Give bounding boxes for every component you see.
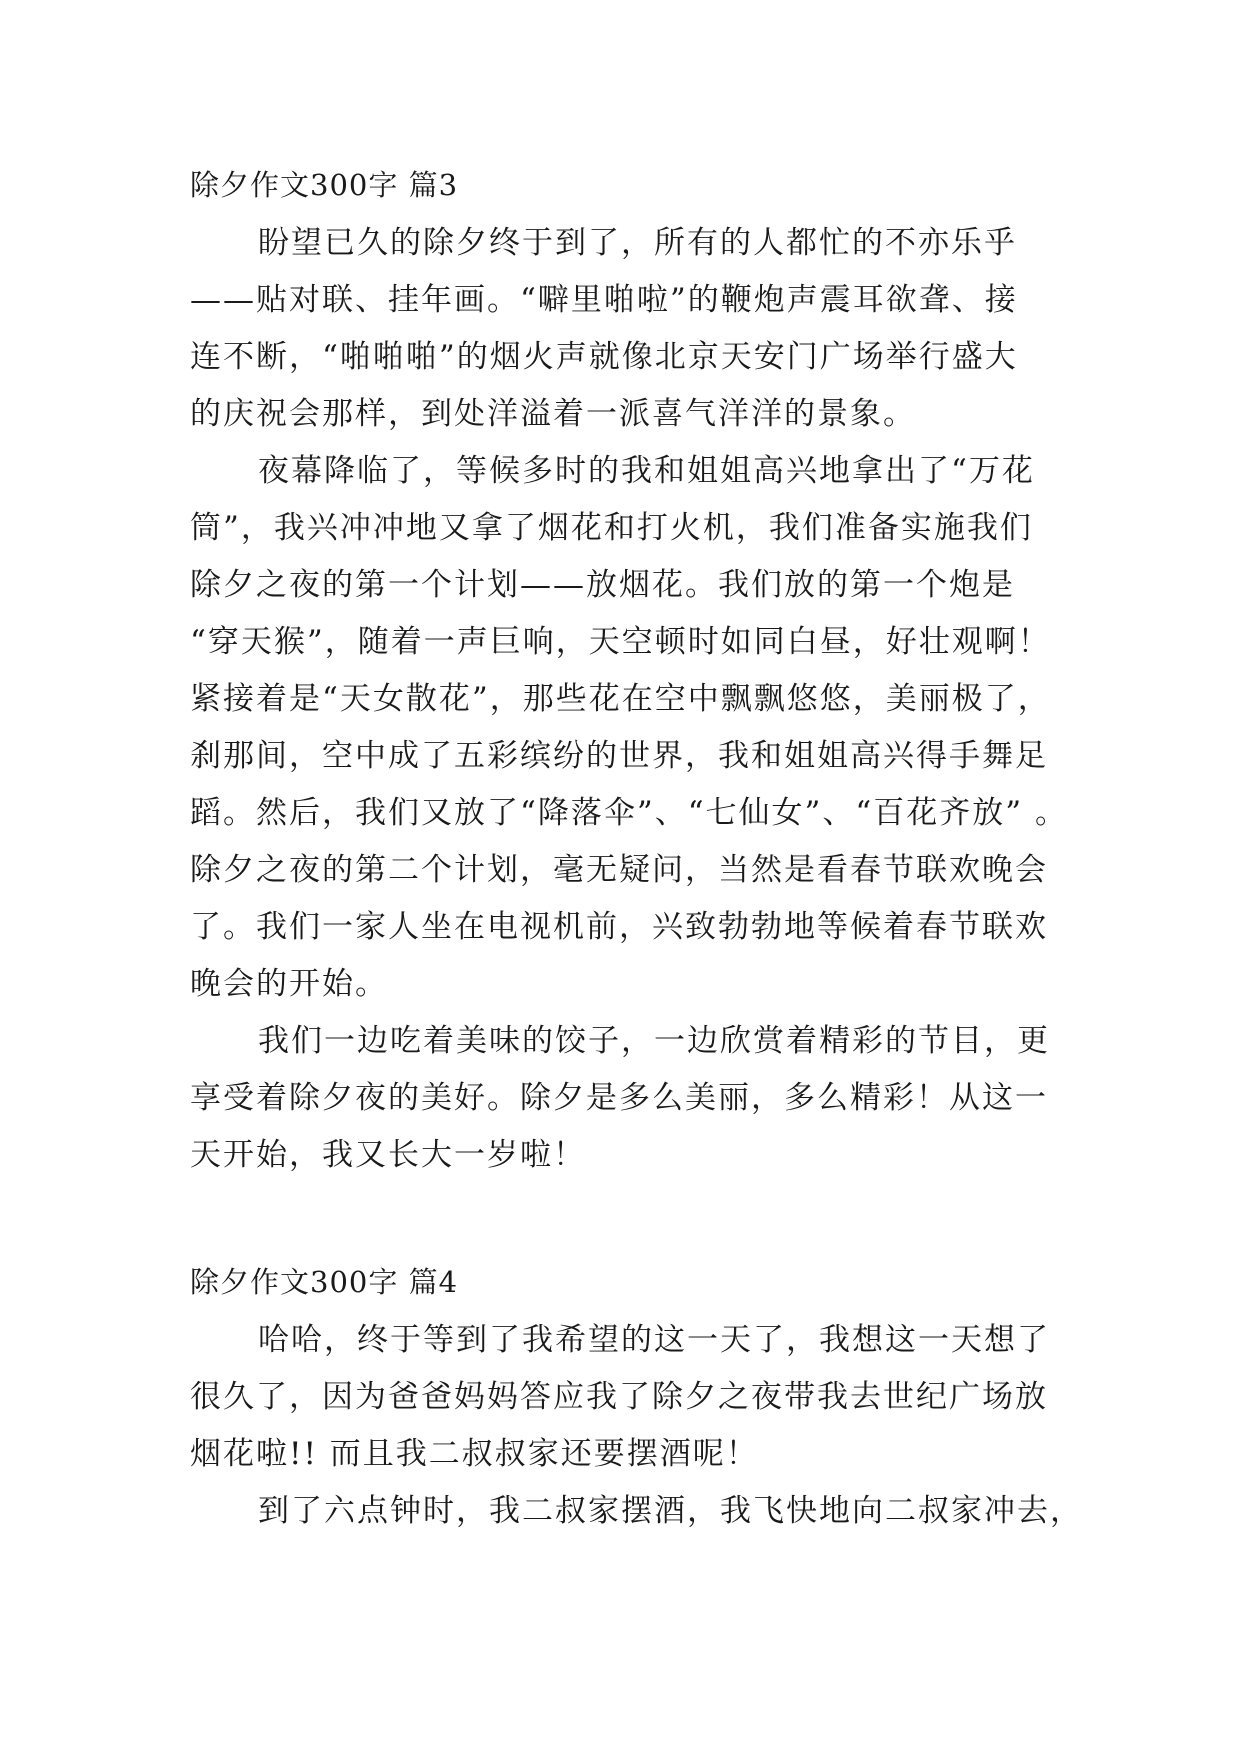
paragraph-line: 我们一边吃着美味的饺子，一边欣赏着精彩的节目，更 [258, 1023, 1050, 1059]
section-3-title: 除夕作文300字 篇3 [190, 168, 459, 202]
paragraph-line: 了。我们一家人坐在电视机前，兴致勃勃地等候着春节联欢 [190, 909, 1048, 945]
paragraph-line: 筒”，我兴冲冲地又拿了烟花和打火机，我们准备实施我们 [190, 510, 1033, 546]
paragraph-line: 蹈。然后，我们又放了“降落伞”、“七仙女”、“百花齐放” 。 [190, 795, 1068, 831]
paragraph-line: 晚会的开始。 [190, 966, 388, 1002]
paragraph-line: “穿天猴”，随着一声巨响，天空顿时如同白昼，好壮观啊！ [190, 624, 1051, 660]
paragraph-line: 盼望已久的除夕终于到了，所有的人都忙的不亦乐乎 [258, 225, 1017, 261]
paragraph-line: 紧接着是“天女散花”，那些花在空中飘飘悠悠，美丽极了， [190, 681, 1051, 717]
paragraph-line: 烟花啦!! 而且我二叔叔家还要摆酒呢！ [190, 1436, 759, 1472]
section-4-title: 除夕作文300字 篇4 [190, 1265, 459, 1299]
paragraph-line: 除夕之夜的第二个计划，毫无疑问，当然是看春节联欢晚会 [190, 852, 1048, 888]
paragraph-line: 连不断，“啪啪啪”的烟火声就像北京天安门广场举行盛大 [190, 339, 1018, 375]
paragraph-line: 天开始，我又长大一岁啦！ [190, 1137, 586, 1173]
paragraph-line: ——贴对联、挂年画。“噼里啪啦”的鞭炮声震耳欲聋、接 [190, 282, 1018, 318]
paragraph-line: 很久了，因为爸爸妈妈答应我了除夕之夜带我去世纪广场放 [190, 1379, 1048, 1415]
paragraph-line: 到了六点钟时，我二叔家摆酒，我飞快地向二叔家冲去， [258, 1493, 1083, 1529]
paragraph-line: 夜幕降临了，等候多时的我和姐姐高兴地拿出了“万花 [258, 453, 1035, 489]
paragraph-line: 的庆祝会那样，到处洋溢着一派喜气洋洋的景象。 [190, 396, 916, 432]
paragraph-line: 刹那间，空中成了五彩缤纷的世界，我和姐姐高兴得手舞足 [190, 738, 1048, 774]
paragraph-line: 除夕之夜的第一个计划——放烟花。我们放的第一个炮是 [190, 567, 1015, 603]
paragraph-line: 享受着除夕夜的美好。除夕是多么美丽，多么精彩！从这一 [190, 1080, 1048, 1116]
paragraph-line: 哈哈，终于等到了我希望的这一天了，我想这一天想了 [258, 1322, 1050, 1358]
